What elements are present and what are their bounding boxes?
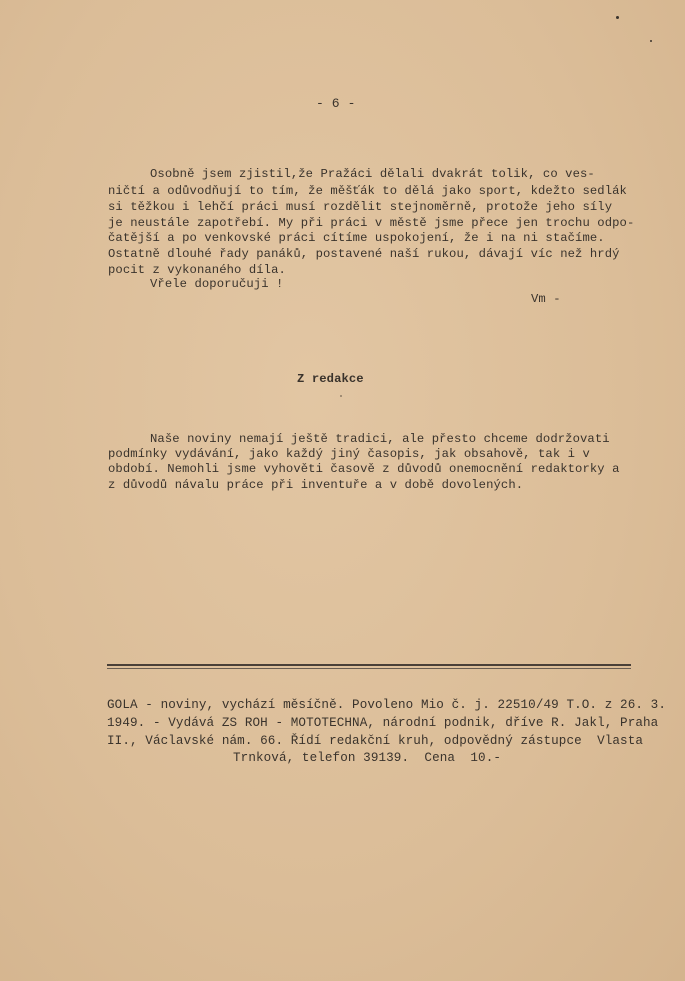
divider-line — [107, 668, 631, 669]
imprint-line: Trnková, telefon 39139. Cena 10.- — [233, 751, 502, 765]
article-line: je neustále zapotřebí. My při práci v městě jsme přece jen trochu odpo- — [108, 216, 635, 230]
article-line: čatější a po venkovské práci cítíme uspokojení, že i na ni stačíme. — [108, 231, 605, 245]
article-line: pocit z vykonaného díla. — [108, 263, 286, 277]
imprint-line: 1949. - Vydává ZS ROH - MOTOTECHNA, národní podnik, dříve R. Jakl, Praha — [107, 716, 659, 730]
article-line: ničtí a odůvodňují to tím, že měšťák to dělá jako sport, kdežto sedlák — [108, 184, 627, 198]
divider-line — [107, 664, 631, 666]
paper-speck — [650, 40, 652, 42]
editorial-line: Naše noviny nemají ještě tradici, ale přesto chceme dodržovati — [150, 432, 610, 446]
editorial-line: období. Nemohli jsme vyhověti časově z důvodů onemocnění redaktorky a — [108, 462, 620, 476]
editorial-line: z důvodů návalu práce při inventuře a v době dovolených. — [108, 478, 524, 492]
article-line: si těžkou i lehčí práci musí rozdělit stejnoměrně, protože jeho síly — [108, 200, 613, 214]
editorial-line: podmínky vydávání, jako každý jiný časopis, jak obsahově, tak i v — [108, 447, 590, 461]
paper-speck — [616, 16, 619, 19]
author-signature: Vm - — [531, 292, 561, 306]
article-line: Vřele doporučuji ! — [150, 277, 284, 291]
paper-speck — [340, 395, 342, 397]
imprint-line: II., Václavské nám. 66. Řídí redakční kruh, odpovědný zástupce Vlasta — [107, 734, 644, 748]
article-line: Ostatně dlouhé řady panáků, postavené naší rukou, dávají víc než hrdý — [108, 247, 620, 261]
editorial-heading: Z redakce — [297, 372, 364, 386]
article-line: Osobně jsem zjistil,že Pražáci dělali dvakrát tolik, co ves- — [150, 167, 595, 181]
imprint-line: GOLA - noviny, vychází měsíčně. Povoleno Mio č. j. 22510/49 T.O. z 26. 3. — [107, 698, 666, 712]
page-number: - 6 - — [316, 96, 356, 111]
